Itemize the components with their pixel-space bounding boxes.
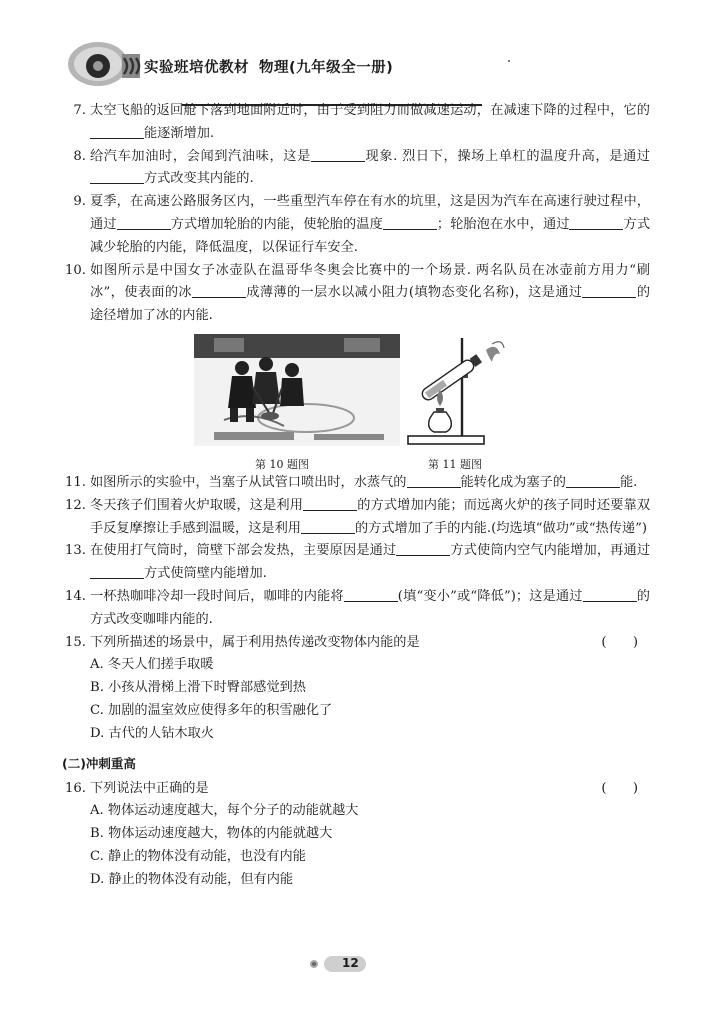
answer-blank[interactable] [117,215,171,230]
question-12: 12. 冬天孩子们围着火炉取暖，这是利用 的方式增加内能；而远离火炉的孩子同时还要靠双手反复摩擦让手感到温暖，这是利用 的方式增加了手的内能.(均选填“做功”或“热传递”) [65,497,651,536]
answer-blank[interactable] [90,564,144,579]
question-10: 10. 如图所示是中国女子冰壶队在温哥华冬奥会比赛中的一个场景. 两名队员在冰壶前方用力“刷冰”，使表面的冰 成薄薄的一层水以减小阻力(填物态变化名称)，这是通过 的途径增加了冰的内能. [65,262,651,324]
test-tube-apparatus [400,332,506,450]
answer-blank[interactable] [344,587,398,602]
answer-blank[interactable] [396,541,450,556]
question-7: 7. 太空飞船的返回舱下落到地面附近时，由于受到阻力而做减速运动，在减速下降的过程中，它的能逐渐增加. [73,103,650,141]
option-b[interactable]: B. 物体运动速度越大，物体的内能就越大 [90,826,333,842]
answer-blank[interactable] [90,169,144,184]
answer-blank[interactable] [90,124,144,139]
page-number: 12 [342,956,359,970]
option-b[interactable]: B. 小孩从滑梯上滑下时臀部感觉到热 [90,680,306,696]
answer-parentheses[interactable]: ( ) [601,780,638,796]
option-a[interactable]: A. 冬天人们搓手取暖 [90,657,214,673]
option-d[interactable]: D. 静止的物体没有动能，但有内能 [90,871,294,887]
question-15: 15. 下列所描述的场景中，属于利用热传递改变物体内能的是 ( ) [90,632,650,655]
answer-blank[interactable] [301,519,355,534]
answer-blank[interactable] [569,215,623,230]
question-13: 13. 在使用打气筒时，筒壁下部会发热，主要原因是通过 方式使筒内空气内能增加，再通过方式使筒壁内能增加. [65,543,651,582]
figure-11-caption: 第 11 题图 [428,457,482,471]
header-title [144,56,393,77]
answer-blank[interactable] [383,215,437,230]
question-14: 14. 一杯热咖啡冷却一段时间后，咖啡的内能将 (填“变小”或“降低”)；这是通过 的方式改变咖啡内能的. [65,588,650,627]
answer-blank[interactable] [407,473,461,488]
answer-blank[interactable] [582,283,636,298]
option-c[interactable]: C. 静止的物体没有动能，也没有内能 [90,848,306,864]
option-c[interactable]: C. 加剧的温室效应使得多年的积雪融化了 [90,702,333,718]
section-title: (二)冲刺重高 [62,755,136,771]
subject-title: 物理(九年级全一册) [259,60,394,76]
answer-blank[interactable] [303,496,357,511]
option-d[interactable]: D. 古代的人钻木取火 [90,725,214,741]
page-header [64,34,434,96]
speck [508,60,510,62]
answer-parentheses[interactable]: ( ) [601,634,638,650]
answer-blank[interactable] [566,473,620,488]
question-9: 9. 夏季，在高速公路服务区内，一些重型汽车停在有水的坑里，这是因为汽车在高速行驶过程中，通过 方式增加轮胎的内能，使轮胎的温度 ；轮胎泡在水中，通过 方式减少轮胎的内能，降低温度，以保证行车安全. [73,194,651,255]
figures-row [90,332,650,472]
question-8: 8. 给汽车加油时，会闻到汽油味，这是 现象. 烈日下，操场上单杠的温度升高，是通过方式改变其内能的. [73,148,650,187]
book-title: 实验班培优教材 [144,60,249,76]
answer-blank[interactable] [311,147,365,162]
question-16: 16. 下列说法中正确的是 ( ) [90,778,650,801]
question-11: 11. 如图所示的实验中，当塞子从试管口喷出时，水蒸气的 能转化成为塞子的 能. [65,474,638,490]
option-a[interactable]: A. 物体运动速度越大，每个分子的动能就越大 [90,803,359,819]
page-number-badge [304,954,368,974]
figure-10-caption: 第 10 题图 [255,457,309,471]
answer-blank[interactable] [192,283,246,298]
question-list [62,100,651,892]
answer-blank[interactable] [583,587,637,602]
curling-photo [194,334,400,446]
